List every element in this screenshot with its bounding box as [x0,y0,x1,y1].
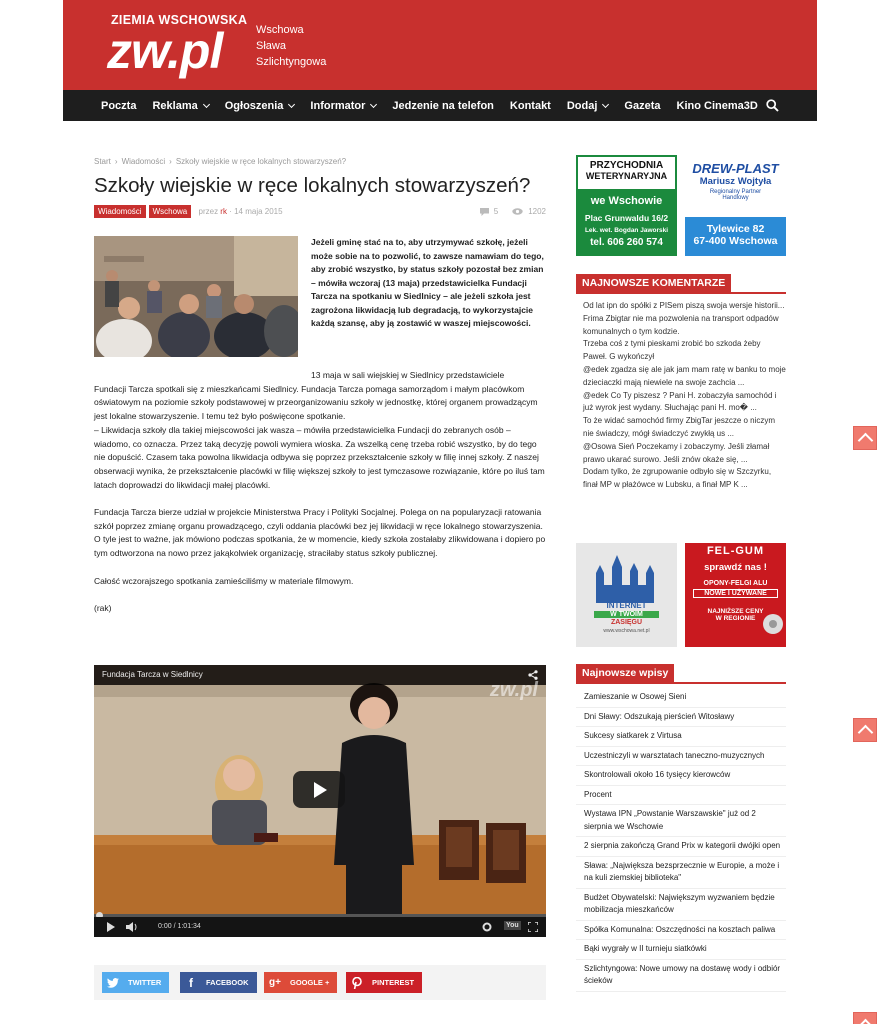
nav-item-label: Ogłoszenia [224,99,284,112]
article-body [94,369,546,629]
article-lead: Jeżeli gminę stać na to, aby utrzymywać szkołę, jeżeli może sobie na to pozwolić, to zawsze namawiam do tego, aby zrobić wszystko, by status szkoły pozostał bez zmian – mówiła wczoraj (13 maja) przedstawicielka Fundacji Tarcza na spotkaniu w Siedlnicy – ale jeżeli szkoła jest zagrożona likwidacją lub degradacją, to wykorzystajcie każdą szansę, aby ją zostawić w waszej miejscowości. [311,237,544,328]
article-paragraph [94,369,546,492]
comment-item[interactable]: @edek zgadza się ale jak jam mam ratę w banku to moje dzieciaczki mają niewiele na swoje zachcia ... [583,364,786,387]
nav-item-label: Poczta [101,99,137,112]
article-paragraph: Całość wczorajszego spotkania zamieściliśmy w materiale filmowym. [94,575,354,586]
vet-ad-line: WETERYNARYJNA [585,171,668,181]
internet-ad-text [576,601,677,634]
vet-ad-header [576,155,677,191]
post-link[interactable]: Skontrolowali około 16 tysięcy kierowców [576,766,786,786]
share-bar [94,965,546,1000]
town-label: Sława [256,40,286,52]
article-date: 14 maja 2015 [234,207,283,216]
nav-item-reklama[interactable] [152,100,208,112]
nav-item-ogłoszenia[interactable] [225,100,295,112]
google-label: GOOGLE + [290,978,330,987]
logo-tagline[interactable]: ZIEMIA WSCHOWSKA [111,13,248,27]
nav-items [101,90,774,121]
breadcrumb [94,157,346,166]
internet-ad-line: W TWOIM [594,611,659,618]
post-link[interactable]: Sława: „Największa bezsprzecznie w Europie, a może i na kuli ziemskiej biblioteka" [576,857,786,889]
comments-count[interactable]: 5 [493,207,499,216]
internet-ad-line: ZASIĘGU [610,619,643,626]
post-link[interactable]: Uczestniczyli w warsztatach taneczno-muzycznych [576,747,786,767]
drewplast-ad-line: Handlowy [722,195,749,201]
drewplast-ad[interactable] [685,155,786,256]
posts-section-title: Najnowsze wpisy [576,664,674,682]
nav-item-label: Reklama [152,99,198,112]
comment-item[interactable]: Trzeba coś z tymi pieskami zrobić bo szkoda żeby Paweł. G wykończył [583,339,761,362]
author-link[interactable]: rk [220,207,227,216]
site-header [63,0,817,90]
comment-item[interactable]: To że widać samochód firmy ZbigTar jeszcze o niczym nie świadczy, mógł świadczyć zwykłą us ... [583,416,776,438]
latest-posts-list [576,688,786,992]
drewplast-ad-line: Mariusz Wojtyła [699,176,772,187]
youtube-logo-icon[interactable]: You [506,922,519,929]
back-to-top-button[interactable] [853,718,877,742]
tyre-ad-line: NOWE I UŻYWANE [693,589,778,598]
site-logo[interactable]: zw.pl [107,23,223,79]
tyre-ad-line: FEL-GUM [706,545,765,557]
nav-item-label: Gazeta [624,99,661,112]
post-link[interactable]: Spółka Komunalna: Oszczędności na kosztach paliwa [576,921,786,941]
search-icon[interactable] [766,99,779,112]
twitter-icon [102,972,124,993]
vet-ad-line: PRZYCHODNIA [589,160,664,171]
twitter-share-button[interactable] [102,972,169,993]
video-controls [94,917,546,937]
tyre-ad-text [685,545,786,622]
post-link[interactable]: Wystawa IPN „Powstanie Warszawskie" już od 2 sierpnia we Wschowie [576,805,786,837]
paragraph-quote: – Likwidacja szkoły dla takiej miejscowości jak wasza – mówiła przedstawicielka Fundacji do zebranych osób – wiadomo, co oznacza. Przez taką decyzję powoli wymiera wioska. Za wszelką cenę trzeba robić wszystko, by do tego nie dopuścić. Czasem taka powolna likwidacja odbywa się poprzez przekształcenie szkoły w filię innej szkoły. Z naszej obserwacji wynika, że przekształcenie placówki w filię większej szkoły to jest tymczasowe rozwiązanie, które po iluś tam latach doprowadzi do likwidacji małej placówki. [94,424,545,490]
internet-provider-ad[interactable] [576,543,677,647]
paragraph-text: Fundacji Tarcza spotkali się z mieszkańcami Siedlnicy. Fundacja Tarcza pomaga samorządom i małym placówkom oświatowym na poziomie szkoły podstawowej w przeorganizowaniu szkoły w jednostkę, której organem prowadzącym jest lokalne stowarzyszenie. I temu też było poświęcone spotkanie. [94,383,538,422]
back-to-top-button[interactable] [853,426,877,450]
article-byline: przez rk · 14 maja 2015 [198,207,283,216]
post-link[interactable]: Zamieszanie w Osowej Sieni [576,688,786,708]
play-button[interactable] [293,771,345,808]
chevron-down-icon [370,100,377,107]
nav-item-label: Informator [310,99,366,112]
comment-item[interactable]: @Osowa Sień Poczekamy i zobaczymy. Jeśli złamał prawo ukarać surowo. Jeśli znów okaże się, ... [583,441,770,464]
town-label: Szlichtyngowa [256,56,327,68]
tyre-ad-line: W REGIONIE [715,615,756,622]
tyre-ad-line: sprawdź nas ! [704,562,767,573]
pinterest-label: PINTEREST [372,978,415,987]
chevron-right-icon: › [169,157,172,166]
volume-icon[interactable] [126,922,138,932]
chevron-down-icon [203,100,210,107]
video-watermark: zw.pl [489,679,538,701]
eye-icon [512,208,523,215]
nav-item-dodaj[interactable] [567,100,609,112]
vet-ad-body [576,195,677,248]
town-label: Wschowa [256,24,304,36]
posts-section-header [576,664,786,684]
meeting-photo-illustration [94,236,298,357]
post-link[interactable]: Bąki wygrały w II turnieju siatkówki [576,940,786,960]
post-link[interactable]: Szlichtyngowa: Nowe umowy na dostawę wody i odbiór ścieków [576,960,786,992]
drewplast-ad-line: 67-400 Wschowa [693,235,778,247]
post-link[interactable]: 2 sierpnia zakończą Grand Prix w kategorii dwójki open [576,837,786,857]
tyre-ad-line: OPONY-FELGI ALU [703,580,768,587]
towns-list [256,22,326,70]
pinterest-share-button[interactable] [346,972,422,993]
settings-icon[interactable] [482,922,492,932]
post-link[interactable]: Procent [576,786,786,806]
views-count: 1202 [528,207,546,216]
facebook-label: FACEBOOK [206,978,249,987]
article-signature: (rak) [94,602,112,613]
article-title: Szkoły wiejskie w ręce lokalnych stowarzyszeń? [94,174,531,197]
fullscreen-icon[interactable] [528,922,538,932]
nav-item-jedzenie-na-telefon[interactable] [392,100,493,112]
article-meta [94,205,546,219]
internet-ad-line: INTERNET [606,601,647,610]
comments-icon[interactable] [480,208,489,216]
vet-ad-line: Plac Grunwaldu 16/2 [584,213,669,223]
comments-section-header [576,274,786,294]
internet-ad-line: www.wschowa.net.pl [603,628,650,634]
drewplast-ad-line: Tylewice 82 [706,223,765,235]
vet-clinic-ad[interactable] [576,155,677,256]
post-link[interactable]: Budżet Obywatelski: Największym wyzwaniem będzie mobilizacja mieszkańców [576,889,786,921]
nav-item-informator[interactable] [310,100,376,112]
comment-item[interactable]: @edek Co Ty piszesz ? Pani H. zobaczyła samochód i już wyrok jest wydany. Słuchając pani H. mo� ... [583,390,777,413]
facebook-share-button[interactable] [180,972,257,993]
vet-ad-line: Lek. wet. Bogdan Jaworski [584,227,669,234]
nav-item-label: Jedzenie na telefon [392,99,494,112]
wheel-rim-icon [762,613,784,635]
main-nav [63,90,817,121]
post-link[interactable]: Sukcesy siatkarek z Virtusa [576,727,786,747]
video-title[interactable]: Fundacja Tarcza w Siedlnicy [94,665,546,685]
drewplast-ad-line: Regionalny Partner [709,189,762,195]
comment-item[interactable]: Od lat ipn do spółki z PISem piszą swoja wersje historii... [583,301,785,310]
google-share-button[interactable] [264,972,337,993]
article-stats [466,207,546,216]
drewplast-ad-line: DREW-PLAST [692,161,779,176]
drewplast-ad-footer [685,217,786,256]
comment-item[interactable]: Dodam tylko, że zgrupowanie odbyło się w Szczyrku, finał MP w płażówce w Lubsku, a finał MP K ... [583,467,772,490]
paragraph-start: 13 maja w sali wiejskiej w Siedlnicy przedstawiciele [311,370,505,380]
pinterest-icon [346,972,368,993]
nav-item-gazeta[interactable] [624,100,660,112]
chevron-right-icon: › [114,157,118,166]
google-plus-icon: g+ [269,977,281,988]
breadcrumb-current: Szkoły wiejskie w ręce lokalnych stowarzyszeń? [175,157,347,166]
article-paragraph: Fundacja Tarcza bierze udział w projekcie Ministerstwa Pracy i Polityki Socjalnej. Polega on na popularyzacji ratowania szkół poprzez zmianę organu prowadzącego, czyli oddania placówki bez jej likwidacji w ręce lokalnego stowarzyszenia. O tyle jest to ważne, jak mówiono podczas spotkania, że w momencie, kiedy szkoła zostałaby zlikwidowana i dopiero po tym odtworzona na nowo przez jakąkolwiek organizację, straciłaby status szkoły publicznej. [94,507,546,559]
play-icon[interactable] [106,922,116,932]
nav-item-poczta[interactable] [101,100,136,112]
chevron-down-icon [602,100,609,107]
tyre-ad-line: NAJNIŻSZE CENY [707,608,764,615]
comment-item[interactable]: Frima Zbigtar nie ma pozwolenia na transport odpadów komunalnych o tym kodzie. [583,313,779,336]
vet-ad-line: we Wschowie [590,195,663,207]
video-player[interactable] [94,665,546,937]
category-badge[interactable]: Wschowa [149,205,192,218]
breadcrumb-category[interactable]: Wiadomości [121,157,166,166]
article-photo[interactable] [94,236,298,357]
back-to-top-button[interactable] [853,1012,877,1024]
facebook-icon: f [189,975,193,990]
vet-ad-line: tel. 606 260 574 [590,237,663,248]
byline-prefix: przez [198,207,219,216]
tyre-shop-ad[interactable] [685,543,786,647]
breadcrumb-home[interactable]: Start [94,157,111,166]
comments-section-title: NAJNOWSZE KOMENTARZE [576,274,731,292]
twitter-label: TWITTER [128,978,162,987]
chevron-down-icon [288,100,295,107]
nav-item-label: Kontakt [509,99,551,112]
nav-item-label: Dodaj [566,99,598,112]
latest-comments-list [576,300,786,492]
post-link[interactable]: Dni Sławy: Odszukają pierścień Witosławy [576,708,786,728]
category-badge[interactable]: Wiadomości [94,205,146,218]
nav-item-label: Kino Cinema3D [676,99,758,112]
nav-item-kontakt[interactable] [510,100,551,112]
nav-item-kino-cinema3d[interactable] [677,100,758,112]
drewplast-ad-header [685,161,786,201]
video-time: 0:00 / 1:01:34 [158,923,201,930]
